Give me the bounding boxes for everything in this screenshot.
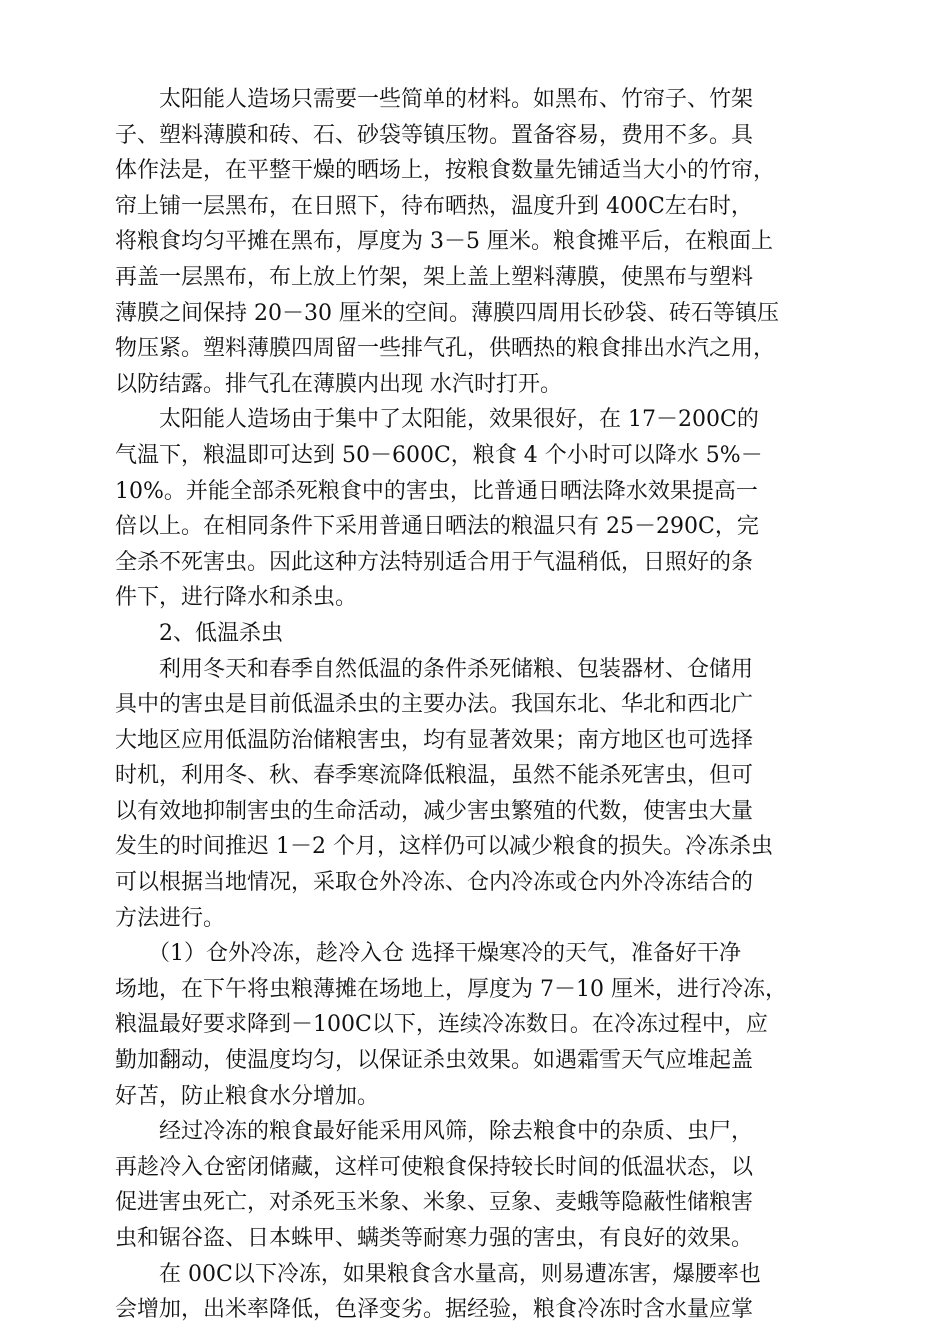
text-line: 再趁冷入仓密闭储藏，这样可使粮食保持较长时间的低温状态，以 (115, 1154, 754, 1180)
text-line: 体作法是，在平整干燥的晒场上，按粮食数量先铺适当大小的竹帘， (115, 158, 776, 184)
text-line: 勤加翻动，使温度均匀，以保证杀虫效果。如遇霜雪天气应堆起盖 (115, 1048, 754, 1074)
text-line: （1）仓外冷冻，趁冷入仓 选择干燥寒冷的天气，准备好干净 (115, 941, 741, 967)
text-line: 好苫，防止粮食水分增加。 (115, 1083, 380, 1109)
text-line: 10%。并能全部杀死粮食中的害虫，比普通日晒法降水效果提高一 (115, 478, 758, 504)
text-line: 气温下，粮温即可达到 50－600C，粮食 4 个小时可以降水 5%－ (115, 442, 763, 468)
text-line: 子、塑料薄膜和砖、石、砂袋等镇压物。置备容易，费用不多。具 (115, 122, 754, 148)
text-line: 物压紧。塑料薄膜四周留一些排气孔，供晒热的粮食排出水汽之用， (115, 336, 776, 362)
text-line: 薄膜之间保持 20－30 厘米的空间。薄膜四周用长砂袋、砖石等镇压 (115, 300, 779, 326)
text-line: 帘上铺一层黑布，在日照下，待布晒热，温度升到 400C左右时， (115, 193, 753, 219)
text-line: 具中的害虫是目前低温杀虫的主要办法。我国东北、华北和西北广 (115, 692, 754, 718)
text-line: 粮温最好要求降到－100C以下，连续冷冻数日。在冷冻过程中，应 (115, 1012, 768, 1038)
text-line: 全杀不死害虫。因此这种方法特别适合用于气温稍低，日照好的条 (115, 549, 754, 575)
text-line: 以有效地抑制害虫的生命活动，减少害虫繁殖的代数，使害虫大量 (115, 798, 754, 824)
text-line: 以防结露。排气孔在薄膜内出现 水汽时打开。 (115, 371, 562, 397)
text-line: 方法进行。 (115, 905, 226, 931)
text-line: 利用冬天和春季自然低温的条件杀死储粮、包装器材、仓储用 (115, 656, 754, 682)
text-line: 虫和锯谷盗、日本蛛甲、螨类等耐寒力强的害虫，有良好的效果。 (115, 1226, 754, 1251)
text-line: 时机，利用冬、秋、春季寒流降低粮温，虽然不能杀死害虫，但可 (115, 763, 754, 789)
text-line: 太阳能人造场只需要一些简单的材料。如黑布、竹帘子、竹架 (115, 87, 754, 112)
text-line: 倍以上。在相同条件下采用普通日晒法的粮温只有 25－290C，完 (115, 514, 759, 540)
body-text (115, 82, 860, 1328)
text-line: 促进害虫死亡，对杀死玉米象、米象、豆象、麦蛾等隐蔽性储粮害 (115, 1190, 754, 1216)
text-line: 2、低温杀虫 (115, 620, 283, 646)
text-line: 经过冷冻的粮食最好能采用风筛，除去粮食中的杂质、虫尸， (115, 1119, 754, 1145)
text-line: 在 00C以下冷冻，如果粮食含水量高，则易遭冻害，爆腰率也 (115, 1261, 761, 1287)
text-line: 可以根据当地情况，采取仓外冷冻、仓内冷冻或仓内外冷冻结合的 (115, 870, 754, 896)
text-line: 会增加，出米率降低，色泽变劣。据经验，粮食冷冻时含水量应掌 (115, 1297, 754, 1323)
text-line: 将粮食均匀平摊在黑布，厚度为 3－5 厘米。粮食摊平后，在粮面上 (115, 229, 773, 255)
text-line: 件下，进行降水和杀虫。 (115, 585, 358, 611)
text-line: 太阳能人造场由于集中了太阳能，效果很好，在 17－200C的 (115, 407, 759, 433)
text-line: 场地，在下午将虫粮薄摊在场地上，厚度为 7－10 厘米，进行冷冻， (115, 976, 787, 1002)
text-line: 再盖一层黑布，布上放上竹架，架上盖上塑料薄膜，使黑布与塑料 (115, 264, 754, 290)
text-line: 大地区应用低温防治储粮害虫，均有显著效果；南方地区也可选择 (115, 727, 754, 753)
text-line: 发生的时间推迟 1－2 个月，这样仍可以减少粮食的损失。冷冻杀虫 (115, 834, 773, 860)
